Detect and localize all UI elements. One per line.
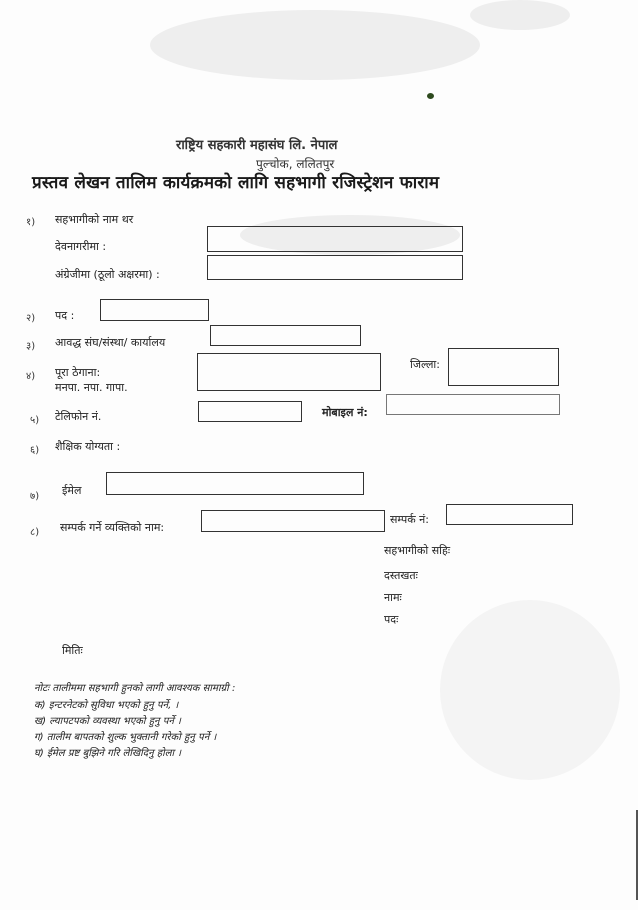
telephone-label: टेलिफोन नं. bbox=[55, 410, 102, 423]
form-title: प्रस्तव लेखन तालिम कार्यक्रमको लागि सहभागी रजिस्ट्रेशन फाराम bbox=[32, 173, 440, 193]
signature-post-label: पदः bbox=[384, 613, 399, 626]
name-devanagari-label: देवनागरीमा : bbox=[55, 240, 107, 253]
scan-smudge bbox=[470, 0, 570, 30]
name-english-field[interactable] bbox=[207, 255, 463, 280]
note-item: ख) ल्यापटपको व्यवस्था भएको हुनु पर्ने । bbox=[34, 716, 181, 727]
field-number: २) bbox=[26, 313, 36, 324]
mobile-field[interactable] bbox=[386, 394, 560, 415]
address-field[interactable] bbox=[197, 353, 381, 391]
field-number: ३) bbox=[26, 341, 36, 352]
organization-field[interactable] bbox=[210, 325, 361, 346]
field-number: ७) bbox=[30, 491, 40, 502]
notes-heading: नोटः तालीममा सहभागी हुनको लागी आवश्यक सामाग्री : bbox=[34, 683, 236, 694]
address-sublabel: मनपा. नपा. गापा. bbox=[55, 381, 128, 394]
contact-number-field[interactable] bbox=[446, 504, 573, 525]
email-field[interactable] bbox=[106, 472, 364, 495]
post-label: पद : bbox=[55, 309, 75, 322]
district-label: जिल्ला: bbox=[410, 358, 440, 371]
contact-person-label: सम्पर्क गर्ने व्यक्तिको नाम: bbox=[60, 521, 165, 534]
post-field[interactable] bbox=[100, 299, 209, 321]
district-field[interactable] bbox=[448, 348, 559, 386]
name-english-label: अंग्रेजीमा (ठूलो अक्षरमा) : bbox=[55, 268, 160, 281]
note-item: घ) ईमेल प्रष्ट बुझिने गरि लेखिदिनु होला । bbox=[34, 748, 182, 759]
mobile-label: मोबाइल नं: bbox=[322, 406, 368, 419]
contact-person-field[interactable] bbox=[201, 510, 385, 532]
signature-name-label: नामः bbox=[384, 591, 402, 604]
address-label: पूरा ठेगाना: bbox=[55, 366, 101, 379]
field-number: १) bbox=[26, 217, 36, 228]
organization-name: राष्ट्रिय सहकारी महासंघ लि. नेपाल bbox=[176, 138, 338, 153]
organization-address: पुल्चोक, ललितपुर bbox=[256, 157, 335, 171]
participant-signature-label: सहभागीको सहिः bbox=[384, 544, 451, 557]
signature-label: दस्तखतः bbox=[384, 569, 418, 582]
organization-label: आवद्ध संघ/संस्था/ कार्यालय bbox=[55, 336, 166, 349]
qualification-label: शैक्षिक योग्यता : bbox=[55, 440, 121, 453]
field-number: ६) bbox=[30, 445, 40, 456]
note-item: क) इन्टरनेटको सुविधा भएको हुनु पर्ने, । bbox=[34, 700, 179, 711]
scan-smudge bbox=[150, 10, 480, 80]
note-item: ग) तालीम बापतको शुल्क भुक्तानी गरेको हुनु पर्ने । bbox=[34, 732, 217, 743]
field-number: ५) bbox=[30, 415, 40, 426]
field-number: ४) bbox=[26, 371, 36, 382]
scan-smudge bbox=[440, 600, 620, 780]
contact-number-label: सम्पर्क नं: bbox=[390, 513, 429, 526]
ink-spot bbox=[427, 93, 434, 99]
email-label: ईमेल bbox=[62, 484, 82, 497]
date-label: मितिः bbox=[62, 644, 83, 657]
telephone-field[interactable] bbox=[198, 401, 302, 422]
field-number: ८) bbox=[30, 527, 40, 538]
name-devanagari-field[interactable] bbox=[207, 226, 463, 252]
name-label: सहभागीको नाम थर bbox=[55, 213, 134, 226]
